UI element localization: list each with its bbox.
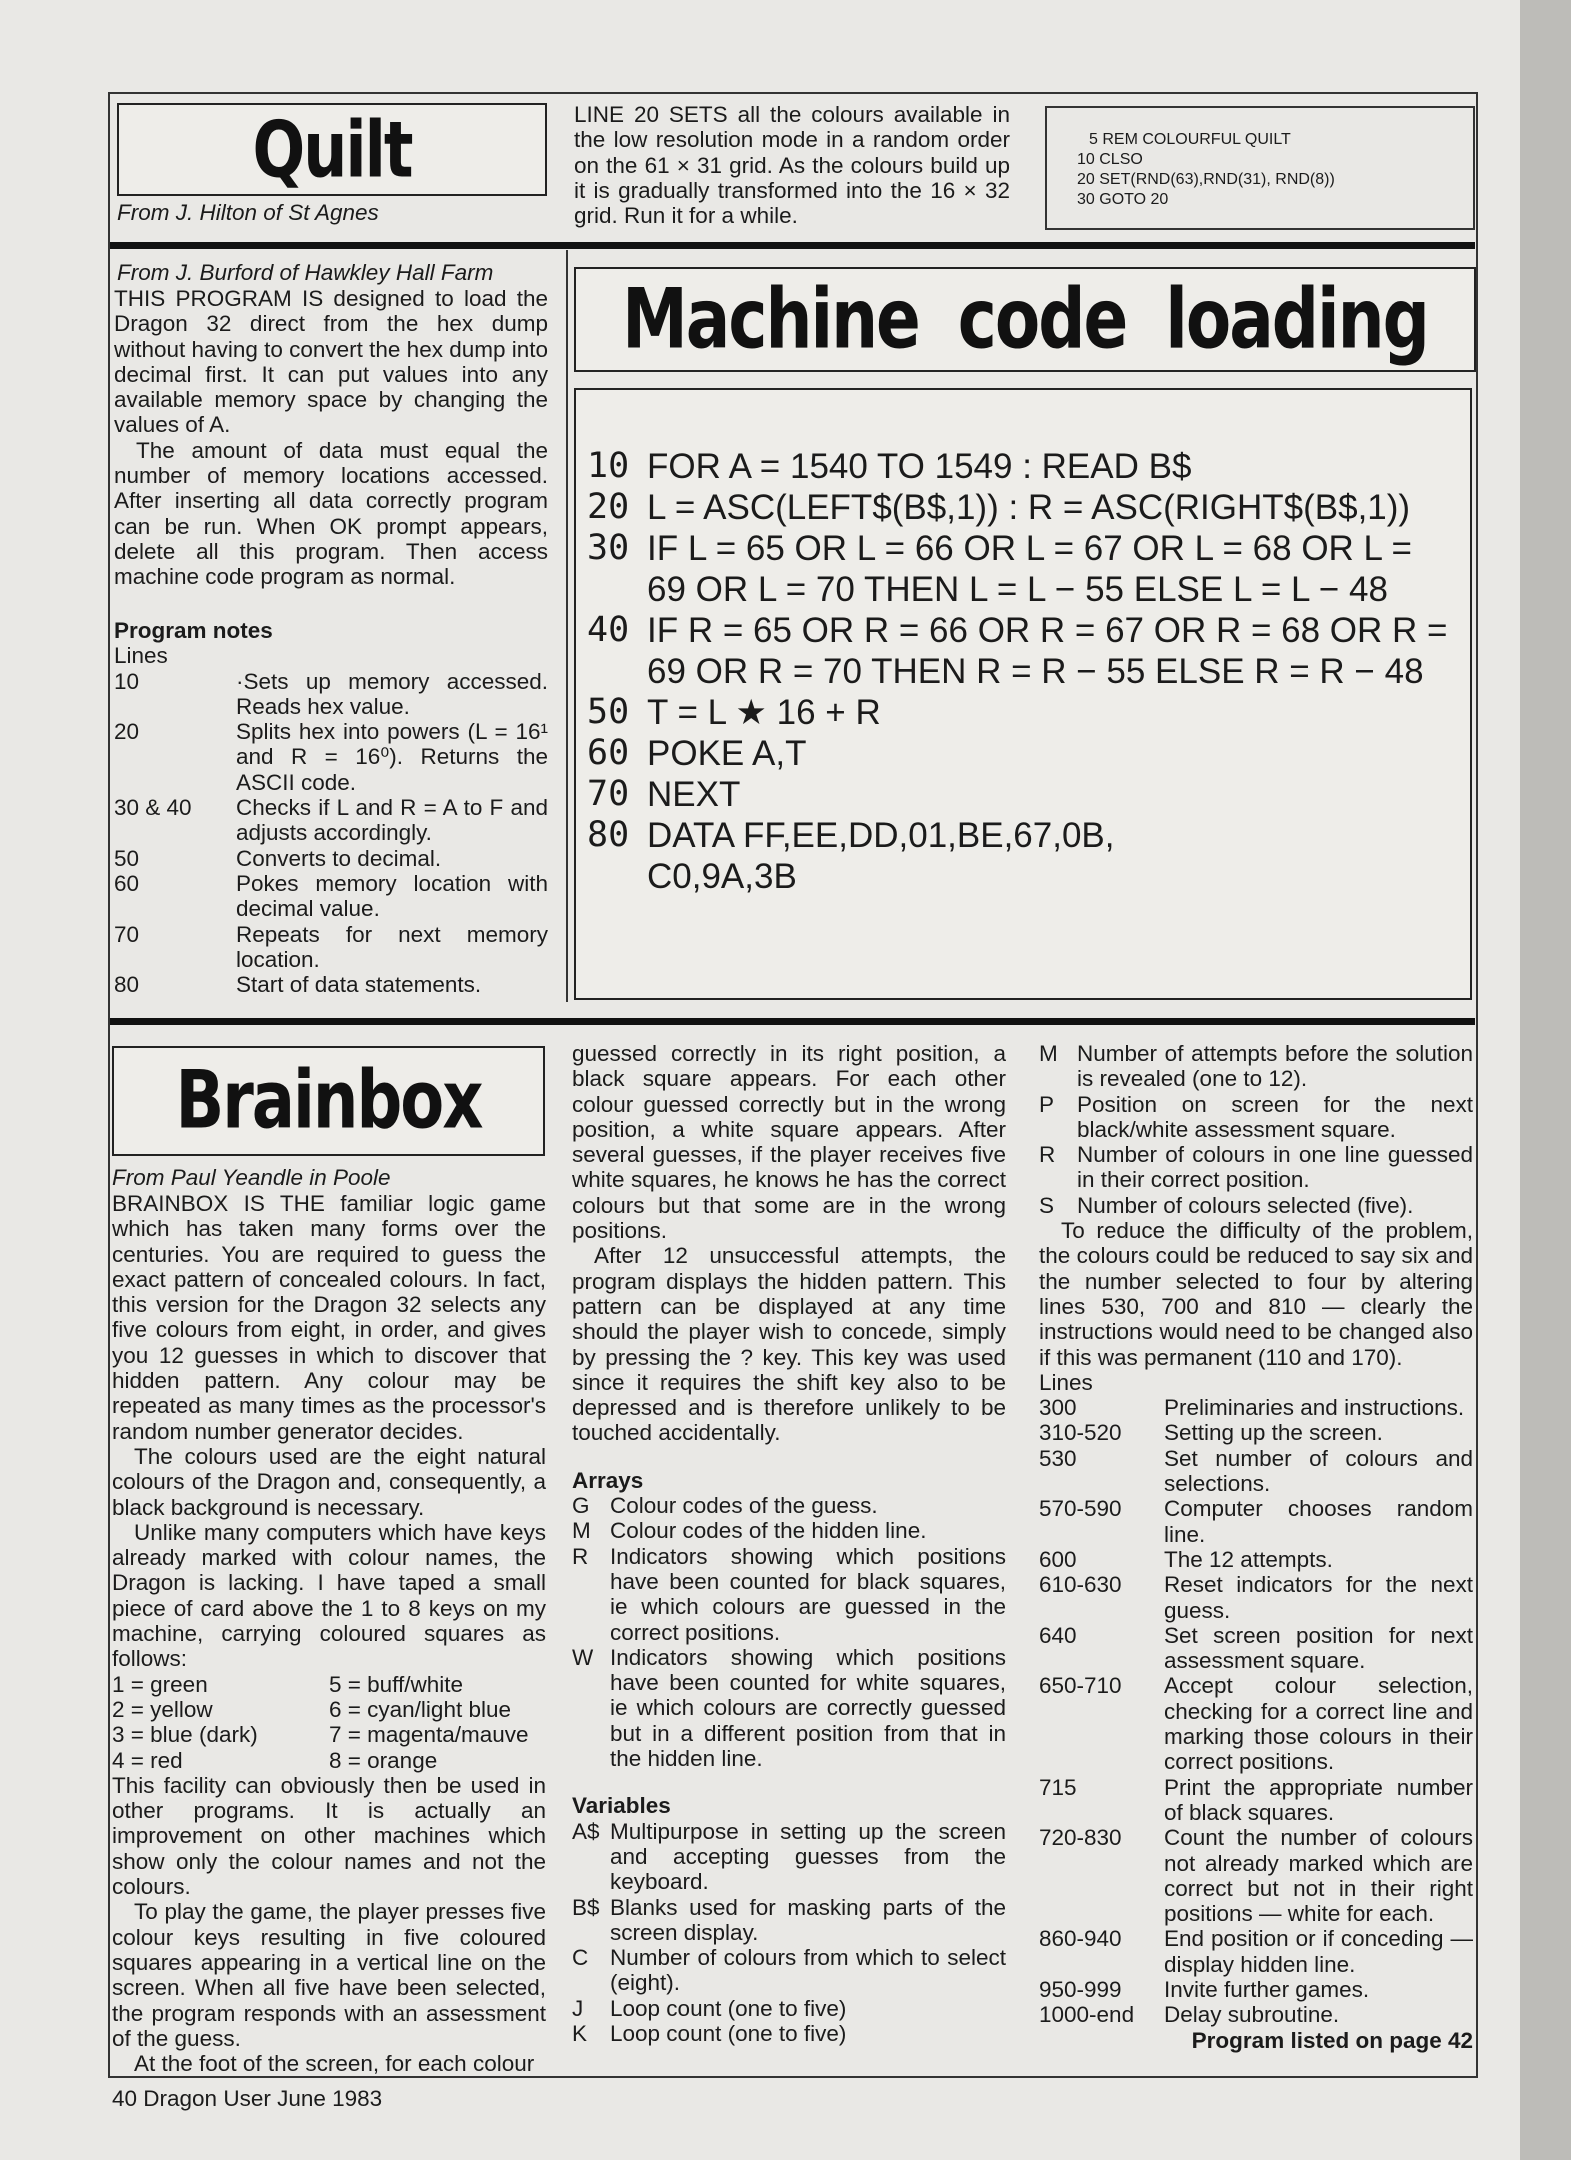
- line-code: POKE A,T: [647, 734, 807, 773]
- array-row: [572, 1493, 1006, 1518]
- variable-key: P: [1039, 1091, 1055, 1117]
- line-row: [1039, 2002, 1473, 2027]
- note-text: Repeats for next memory location.: [236, 921, 548, 972]
- machine-intro: [114, 286, 548, 590]
- note-line: 30 & 40: [114, 795, 192, 821]
- page-edge: [1520, 0, 1571, 2160]
- quilt-code: [1077, 130, 1335, 210]
- array-row: [572, 1645, 1006, 1771]
- variable-row: [572, 2021, 1006, 2046]
- variable-row: [1039, 1142, 1473, 1193]
- frame-top: [108, 92, 1478, 94]
- colour-key: 3 = blue (dark): [112, 1722, 258, 1748]
- variable-row: [1039, 1193, 1473, 1218]
- brainbox-col3: [1039, 1041, 1473, 2053]
- note-line: 60: [114, 870, 140, 896]
- line-row: [1039, 1572, 1473, 1623]
- machine-listing-box: [574, 388, 1472, 1000]
- line-code: NEXT: [647, 775, 741, 814]
- line-key: 570-590: [1039, 1496, 1122, 1522]
- variables-heading: Variables: [572, 1793, 671, 1819]
- program-notes-title: Program notes: [114, 618, 273, 643]
- note-text: Splits hex into powers (L = 16¹ and R = 16⁰). Returns the ASCII code.: [236, 719, 548, 795]
- line-row: [1039, 1395, 1473, 1420]
- note-text: Pokes memory location with decimal value.: [236, 870, 548, 922]
- variable-text: Position on screen for the next black/white assessment square.: [1077, 1091, 1473, 1142]
- quilt-code-line: 20 SET(RND(63),RND(31), RND(8)): [1077, 171, 1335, 188]
- line-code: FOR A = 1540 TO 1549 : READ B$: [647, 447, 1192, 486]
- line-code: IF R = 65 OR R = 66 OR R = 67 OR R = 68 OR R = 69 OR R = 70 THEN R = R − 55 ELSE R = R − 48: [647, 611, 1448, 691]
- line-text: The 12 attempts.: [1164, 1546, 1333, 1572]
- line-key: 600: [1039, 1546, 1077, 1572]
- note-line: 20: [114, 719, 140, 745]
- array-text: Colour codes of the guess.: [610, 1493, 878, 1519]
- array-text: Indicators showing which positions have been counted for black squares, ie which colours are guessed in the correct positions.: [610, 1543, 1006, 1645]
- listing-line: [587, 774, 1457, 815]
- line-key: 950-999: [1039, 1976, 1122, 2002]
- colour-key: 6 = cyan/light blue: [329, 1696, 511, 1722]
- line-number: 80: [587, 815, 630, 855]
- brainbox-title: Brainbox: [175, 1054, 482, 1148]
- variable-text: Blanks used for masking parts of the screen display.: [610, 1894, 1006, 1945]
- line-text: Preliminaries and instructions.: [1164, 1395, 1465, 1421]
- variable-row: [572, 1996, 1006, 2021]
- line-key: 650-710: [1039, 1673, 1122, 1699]
- variable-row: [1039, 1041, 1473, 1092]
- quilt-byline: From J. Hilton of St Agnes: [117, 200, 379, 225]
- frame-right: [1476, 92, 1478, 2078]
- line-code: IF L = 65 OR L = 66 OR L = 67 OR L = 68 OR L = 69 OR L = 70 THEN L = L − 55 ELSE L = L − 48: [647, 529, 1412, 609]
- variable-row: [572, 1819, 1006, 1895]
- variable-key: J: [572, 1995, 584, 2021]
- colour-key: 2 = yellow: [112, 1696, 213, 1722]
- variable-key: C: [572, 1945, 589, 1971]
- line-text: Print the appropriate number of black squares.: [1164, 1774, 1473, 1825]
- listing-line: [587, 446, 1457, 487]
- variable-text: Number of colours selected (five).: [1077, 1192, 1414, 1218]
- variable-key: S: [1039, 1192, 1055, 1218]
- listing-line: [587, 733, 1457, 774]
- line-row: [1039, 1446, 1473, 1497]
- line-number: 10: [587, 446, 630, 486]
- program-notes-lines-label: Lines: [114, 643, 168, 669]
- note-text: Start of data statements.: [236, 972, 482, 998]
- note-line: 80: [114, 972, 140, 998]
- line-row: [1039, 1977, 1473, 2002]
- line-number: 60: [587, 733, 630, 773]
- program-listed-note: Program listed on page 42: [1191, 2027, 1473, 2053]
- note-line: 50: [114, 845, 140, 871]
- machine-byline: From J. Burford of Hawkley Hall Farm: [117, 260, 494, 285]
- frame-left: [108, 92, 110, 2078]
- program-notes: [114, 618, 548, 997]
- brainbox-paragraph: To reduce the difficulty of the problem, the colours could be reduced to say six and the number selected to four by altering lines 530, 700 and 810 — clearly the instructions would need to be changed also if this was permanent (110 and 170).: [1039, 1218, 1473, 1370]
- line-row: [1039, 1420, 1473, 1445]
- section-rule: [110, 1018, 1475, 1025]
- variable-text: Number of attempts before the solution is revealed (one to 12).: [1077, 1041, 1473, 1092]
- note-row: [114, 972, 548, 997]
- line-text: Computer chooses random line.: [1164, 1496, 1473, 1547]
- note-row: [114, 871, 548, 922]
- line-row: [1039, 1547, 1473, 1572]
- arrays-heading: Arrays: [572, 1467, 644, 1493]
- colour-key-list: [112, 1672, 546, 1773]
- variable-text: Loop count (one to five): [610, 2020, 847, 2046]
- array-key: G: [572, 1493, 590, 1519]
- note-text: Checks if L and R = A to F and adjusts accordingly.: [236, 795, 548, 846]
- line-row: [1039, 1623, 1473, 1674]
- brainbox-col1: [112, 1191, 546, 2076]
- brainbox-paragraph: guessed correctly in its right position, a black square appears. For each other colour guessed correctly but in the wrong position, a white square appears. After several guesses, if the player receives five white squares, he knows he has the correct colours but that some are in the wrong positions.: [572, 1041, 1006, 1244]
- colour-key: 7 = magenta/mauve: [329, 1722, 529, 1748]
- line-key: 715: [1039, 1774, 1077, 1800]
- note-row: [114, 669, 548, 720]
- line-text: Set screen position for next assessment square.: [1164, 1622, 1473, 1674]
- line-number: 20: [587, 487, 630, 527]
- variable-key: M: [1039, 1041, 1058, 1066]
- array-key: W: [572, 1644, 594, 1670]
- machine-title: Machine code loading: [622, 271, 1428, 368]
- line-number: 30: [587, 528, 630, 568]
- quilt-title: Quilt: [252, 103, 412, 196]
- brainbox-paragraph: Unlike many computers which have keys already marked with colour names, the Dragon is lacking. I have taped a small piece of card above the 1 to 8 keys on my machine, carrying coloured squares as follows:: [112, 1519, 546, 1672]
- line-key: 1000-end: [1039, 2002, 1135, 2028]
- brainbox-col2: [572, 1041, 1006, 2046]
- line-code: L = ASC(LEFT$(B$,1)) : R = ASC(RIGHT$(B$,1)): [647, 488, 1411, 527]
- line-key: 720-830: [1039, 1825, 1122, 1851]
- line-key: 640: [1039, 1622, 1077, 1648]
- line-text: Count the number of colours not already marked which are correct but not in their right positions — white for each.: [1164, 1825, 1473, 1927]
- variable-row: [572, 1895, 1006, 1946]
- variable-text: Multipurpose in setting up the screen and accepting guesses from the keyboard.: [610, 1818, 1006, 1895]
- brainbox-paragraph: BRAINBOX IS THE familiar logic game which has taken many forms over the centuries. You are required to guess the exact pattern of concealed colours. In fact, this version for the Dragon 32 selects any five colours from eight, in order, and gives you 12 guesses in which to discover that hidden pattern. Any colour may be repeated as many times as the processor's random number generator decides.: [112, 1191, 546, 1444]
- note-line: 10: [114, 668, 140, 694]
- line-key: 300: [1039, 1395, 1077, 1421]
- quilt-body: LINE 20 SETS all the colours available in the low resolution mode in a random order on the 61 × 31 grid. As the colours build up it is gradually transformed into the 16 × 32 grid. Run it for a while.: [574, 102, 1010, 229]
- brainbox-title-box: [112, 1046, 545, 1156]
- machine-paragraph: The amount of data must equal the number of memory locations accessed. After inserting all data correctly program can be run. When OK prompt appears, delete all this program. Then access machine code program as normal.: [114, 437, 548, 590]
- brainbox-paragraph: The colours used are the eight natural colours of the Dragon and, consequently, a black background is necessary.: [112, 1443, 546, 1520]
- quilt-code-line: 10 CLSO: [1077, 151, 1143, 168]
- variable-row: [572, 1945, 1006, 1996]
- machine-listing: [587, 446, 1457, 897]
- line-text: Set number of colours and selections.: [1164, 1445, 1473, 1497]
- note-text: Converts to decimal.: [236, 845, 442, 871]
- variable-key: R: [1039, 1142, 1056, 1168]
- machine-title-box: [574, 267, 1476, 372]
- colour-key: 4 = red: [112, 1747, 183, 1773]
- line-text: Setting up the screen.: [1164, 1420, 1383, 1446]
- note-row: [114, 719, 548, 795]
- variable-text: Number of colours in one line guessed in their correct position.: [1077, 1142, 1473, 1193]
- section-rule: [110, 242, 1475, 249]
- quilt-code-line: 30 GOTO 20: [1077, 191, 1169, 208]
- quilt-code-box: [1045, 106, 1475, 230]
- line-text: Reset indicators for the next guess.: [1164, 1572, 1473, 1623]
- note-line: 70: [114, 921, 140, 947]
- listing-line: [587, 692, 1457, 733]
- note-text: ·Sets up memory accessed. Reads hex value.: [236, 668, 548, 719]
- array-row: [572, 1544, 1006, 1645]
- line-row: [1039, 1825, 1473, 1926]
- lines-label: Lines: [1039, 1369, 1093, 1395]
- line-text: Accept colour selection, checking for a correct line and marking those colours in their correct positions.: [1164, 1673, 1473, 1775]
- line-row: [1039, 1775, 1473, 1826]
- brainbox-paragraph: At the foot of the screen, for each colour: [134, 2051, 535, 2077]
- variable-key: B$: [572, 1894, 600, 1920]
- page-footer: 40 Dragon User June 1983: [112, 2086, 383, 2111]
- colour-key: 1 = green: [112, 1671, 208, 1697]
- line-text: End position or if conceding — display hidden line.: [1164, 1926, 1473, 1977]
- listing-line: [587, 610, 1457, 692]
- array-key: R: [572, 1543, 589, 1569]
- brainbox-paragraph: This facility can obviously then be used in other programs. It is actually an improvement on other machines which show only the colour names and not the colours.: [112, 1772, 546, 1900]
- line-key: 530: [1039, 1445, 1077, 1471]
- line-code: DATA FF,EE,DD,01,BE,67,0B, C0,9A,3B: [647, 816, 1115, 896]
- line-key: 310-520: [1039, 1420, 1122, 1446]
- brainbox-byline: From Paul Yeandle in Poole: [112, 1165, 391, 1190]
- line-number: 50: [587, 692, 630, 732]
- line-number: 40: [587, 610, 630, 650]
- line-row: [1039, 1673, 1473, 1774]
- listing-line: [587, 815, 1457, 897]
- line-text: Invite further games.: [1164, 1976, 1370, 2002]
- line-row: [1039, 1926, 1473, 1977]
- brainbox-paragraph: To play the game, the player presses five colour keys resulting in five coloured squares appearing in a vertical line on the screen. When all five have been selected, the program responds with an assessment of the guess.: [112, 1899, 546, 2051]
- brainbox-paragraph: After 12 unsuccessful attempts, the program displays the hidden pattern. This pattern can be displayed at any time should the player wish to concede, simply by pressing the ? key. This key was used since it requires the shift key also to be depressed and is therefore unlikely to be touched accidentally.: [572, 1243, 1006, 1446]
- array-text: Indicators showing which positions have been counted for white squares, ie which colours are correctly guessed but in a different position from that in the hidden line.: [610, 1644, 1006, 1772]
- colour-key: 8 = orange: [329, 1747, 438, 1773]
- colour-key: 5 = buff/white: [329, 1671, 464, 1697]
- column-divider: [566, 250, 568, 1002]
- variable-key: K: [572, 2020, 588, 2046]
- note-row: [114, 922, 548, 973]
- array-row: [572, 1518, 1006, 1543]
- line-text: Delay subroutine.: [1164, 2002, 1340, 2028]
- line-key: 860-940: [1039, 1926, 1122, 1952]
- quilt-title-box: [117, 103, 547, 196]
- line-code: T = L ★ 16 + R: [647, 693, 881, 732]
- variable-text: Loop count (one to five): [610, 1995, 847, 2021]
- machine-paragraph: THIS PROGRAM IS designed to load the Dragon 32 direct from the hex dump without having to convert the hex dump into decimal first. It can put values into any available memory space by changing the values of A.: [114, 286, 549, 438]
- array-key: M: [572, 1518, 591, 1544]
- quilt-code-line: 5 REM COLOURFUL QUILT: [1089, 131, 1291, 148]
- line-number: 70: [587, 774, 630, 814]
- line-key: 610-630: [1039, 1572, 1122, 1598]
- variable-row: [1039, 1092, 1473, 1143]
- array-text: Colour codes of the hidden line.: [610, 1518, 927, 1544]
- line-row: [1039, 1496, 1473, 1547]
- variable-text: Number of colours from which to select (eight).: [610, 1945, 1006, 1996]
- listing-line: [587, 528, 1457, 610]
- listing-line: [587, 487, 1457, 528]
- note-row: [114, 846, 548, 871]
- variable-key: A$: [572, 1818, 600, 1844]
- note-row: [114, 795, 548, 846]
